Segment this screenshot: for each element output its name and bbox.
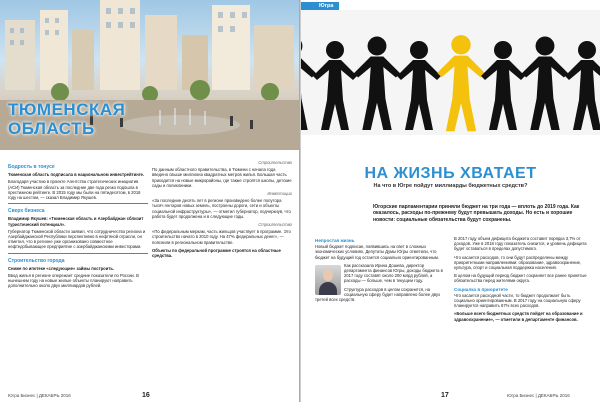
article-lead: Югорские парламентарии приняли бюджет на три года — вплоть до 2019 года. Как оказалось, расходы по-прежнему будут превышать доходы. Но есть и хорошие новости: социальные обязательства будут сохранены.: [373, 204, 580, 223]
article-paragraph: Что касается расходов, то они будут распределены между приоритетными направлениями: образование, здравоохранение, культура, спорт и социальная поддержка населения.: [454, 254, 582, 271]
news-heading: Бодрость в тонусе: [8, 164, 55, 170]
page-footer: Югра Бизнес | ДЕКАБРЬ 2016: [8, 393, 71, 398]
news-body: Благодаря участию в проекте Агентства стратегических инициатив (АСИ) Тюменская область за последние две года резко подошла в престижном рейтинге. В 2015 году мы были на пятидесятом, в 2016 году на шестом, — сказал Владимир Якушев.: [8, 179, 141, 201]
article-quote: «За последние десять лет в регионе произведено более полутора тысяч гектаров новых земель, построены дороги, сети и объекты социальной инфраструктуры», — отметил губернатор, подчеркнув, что работа будет продолжена и в следующие годы.: [152, 198, 291, 219]
left-page: [0, 0, 299, 402]
article-column-1: [315, 236, 447, 305]
news-heading: Строительство города: [8, 257, 65, 264]
section-heading: Социалка в приоритете: [454, 286, 508, 292]
article-paragraph: В целом на будущий период бюджет сохраняет все ранее принятые обязательства перед жителями округа.: [454, 273, 587, 284]
article-headline: НА ЖИЗНЬ ХВАТАЕТ: [364, 165, 537, 182]
news-column-left: [8, 160, 148, 292]
article-quote: «По федеральным меркам, часть жильцов участвует в программе. Это строительство начато в 2010 году. На 47% федеральных денег», — пояснили в региональном правительстве.: [152, 229, 291, 245]
news-body: Ввод жилья в регионе опережает средние показатели по России. В нынешнем году на новые жилые объекты планируют направить дополнительно около двух миллиардов рублей.: [8, 273, 139, 289]
rubric-label: Строительство: [258, 222, 292, 228]
right-page: [301, 0, 600, 402]
article-paragraph: В 2017 году объем дефицита бюджета составит порядка 3,7% от доходов. Уже в 2018 году показатель снизится, и уровень дефицита будет оставаться в пределах допустимого.: [454, 236, 587, 252]
news-heading: Сверх бизнеса: [8, 208, 45, 215]
article-column-2: [454, 236, 590, 325]
divider: [8, 203, 148, 204]
region-title: ТЮМЕНСКАЯ ОБЛАСТЬ: [8, 100, 126, 138]
news-lead: Тюменская область подписала в национальном инвестрейтинге.: [8, 172, 144, 178]
article-paragraph: По данным областного правительства, в Тюмени с начала года введено свыше миллиона квадратных метров жилья. Большая часть приходится на новые микрорайоны, где также строятся школы, детские сады и поликлиники.: [152, 167, 292, 188]
region-tag: Югра: [301, 2, 339, 10]
article-subheadline: На что в Югре пойдут миллиарды бюджетных средств?: [373, 183, 528, 189]
news-column-right: [152, 160, 292, 260]
article-paragraph: Структура расходов в целом сохранится, на социальную сферу будет направлено более двух третей всех средств.: [315, 286, 441, 303]
rubric-label: Строительство: [258, 160, 292, 165]
article-bold: Объекты по федеральной программе строятся на областные средства.: [152, 247, 281, 259]
portrait-photo: [315, 265, 341, 295]
paper-people-chain-image: [301, 10, 600, 135]
article-paragraph: Как рассказала Ирина Дошева, директор департамента финансов Югры, доходы бюджета в 2017 году составят около 200 млрд рублей, а расходы — больше, чем в текущем году.: [344, 262, 443, 284]
rubric-label: Инвестиции: [267, 191, 292, 197]
page-number: 16: [142, 392, 150, 399]
article-paragraph: Новый бюджет подписан, появившись на свет в сложных экономических условиях. Депутаты Думы Югры отметили, что бюджет на будущий год остается социально ориентированным.: [315, 244, 440, 260]
news-lead: Сниже по ипотеке «следующие» займы построить.: [8, 265, 115, 271]
article-quote: «Больше всего бюджетных средств пойдет на образование и здравоохранение», — отметили в департаменте финансов.: [454, 311, 583, 322]
page-number: 17: [441, 392, 449, 399]
page-footer: Югра Бизнес | ДЕКАБРЬ 2016: [507, 393, 570, 398]
news-lead: Владимир Якушев: «Тюменская область и Азербайджан сблизит туристический потенциал».: [8, 216, 144, 227]
divider: [8, 253, 148, 254]
paper-chain-photo: [301, 10, 600, 135]
section-heading: Непростая жизнь: [315, 238, 355, 243]
article-paragraph: Что касается расходной части, то бюджет продолжает быть социально ориентированным. В 2017 году на социальную сферу планируется направить 67% всех расходов.: [454, 292, 581, 309]
news-body: Губернатор Тюменской области заявил, что сотрудничество региона и Азербайджанской Республики перспективно в нефтяной отрасли, он отметил, что в регионе уже организовано совместное нефтедобывающее предприятие с азербайджанскими инвесторами.: [8, 228, 146, 250]
